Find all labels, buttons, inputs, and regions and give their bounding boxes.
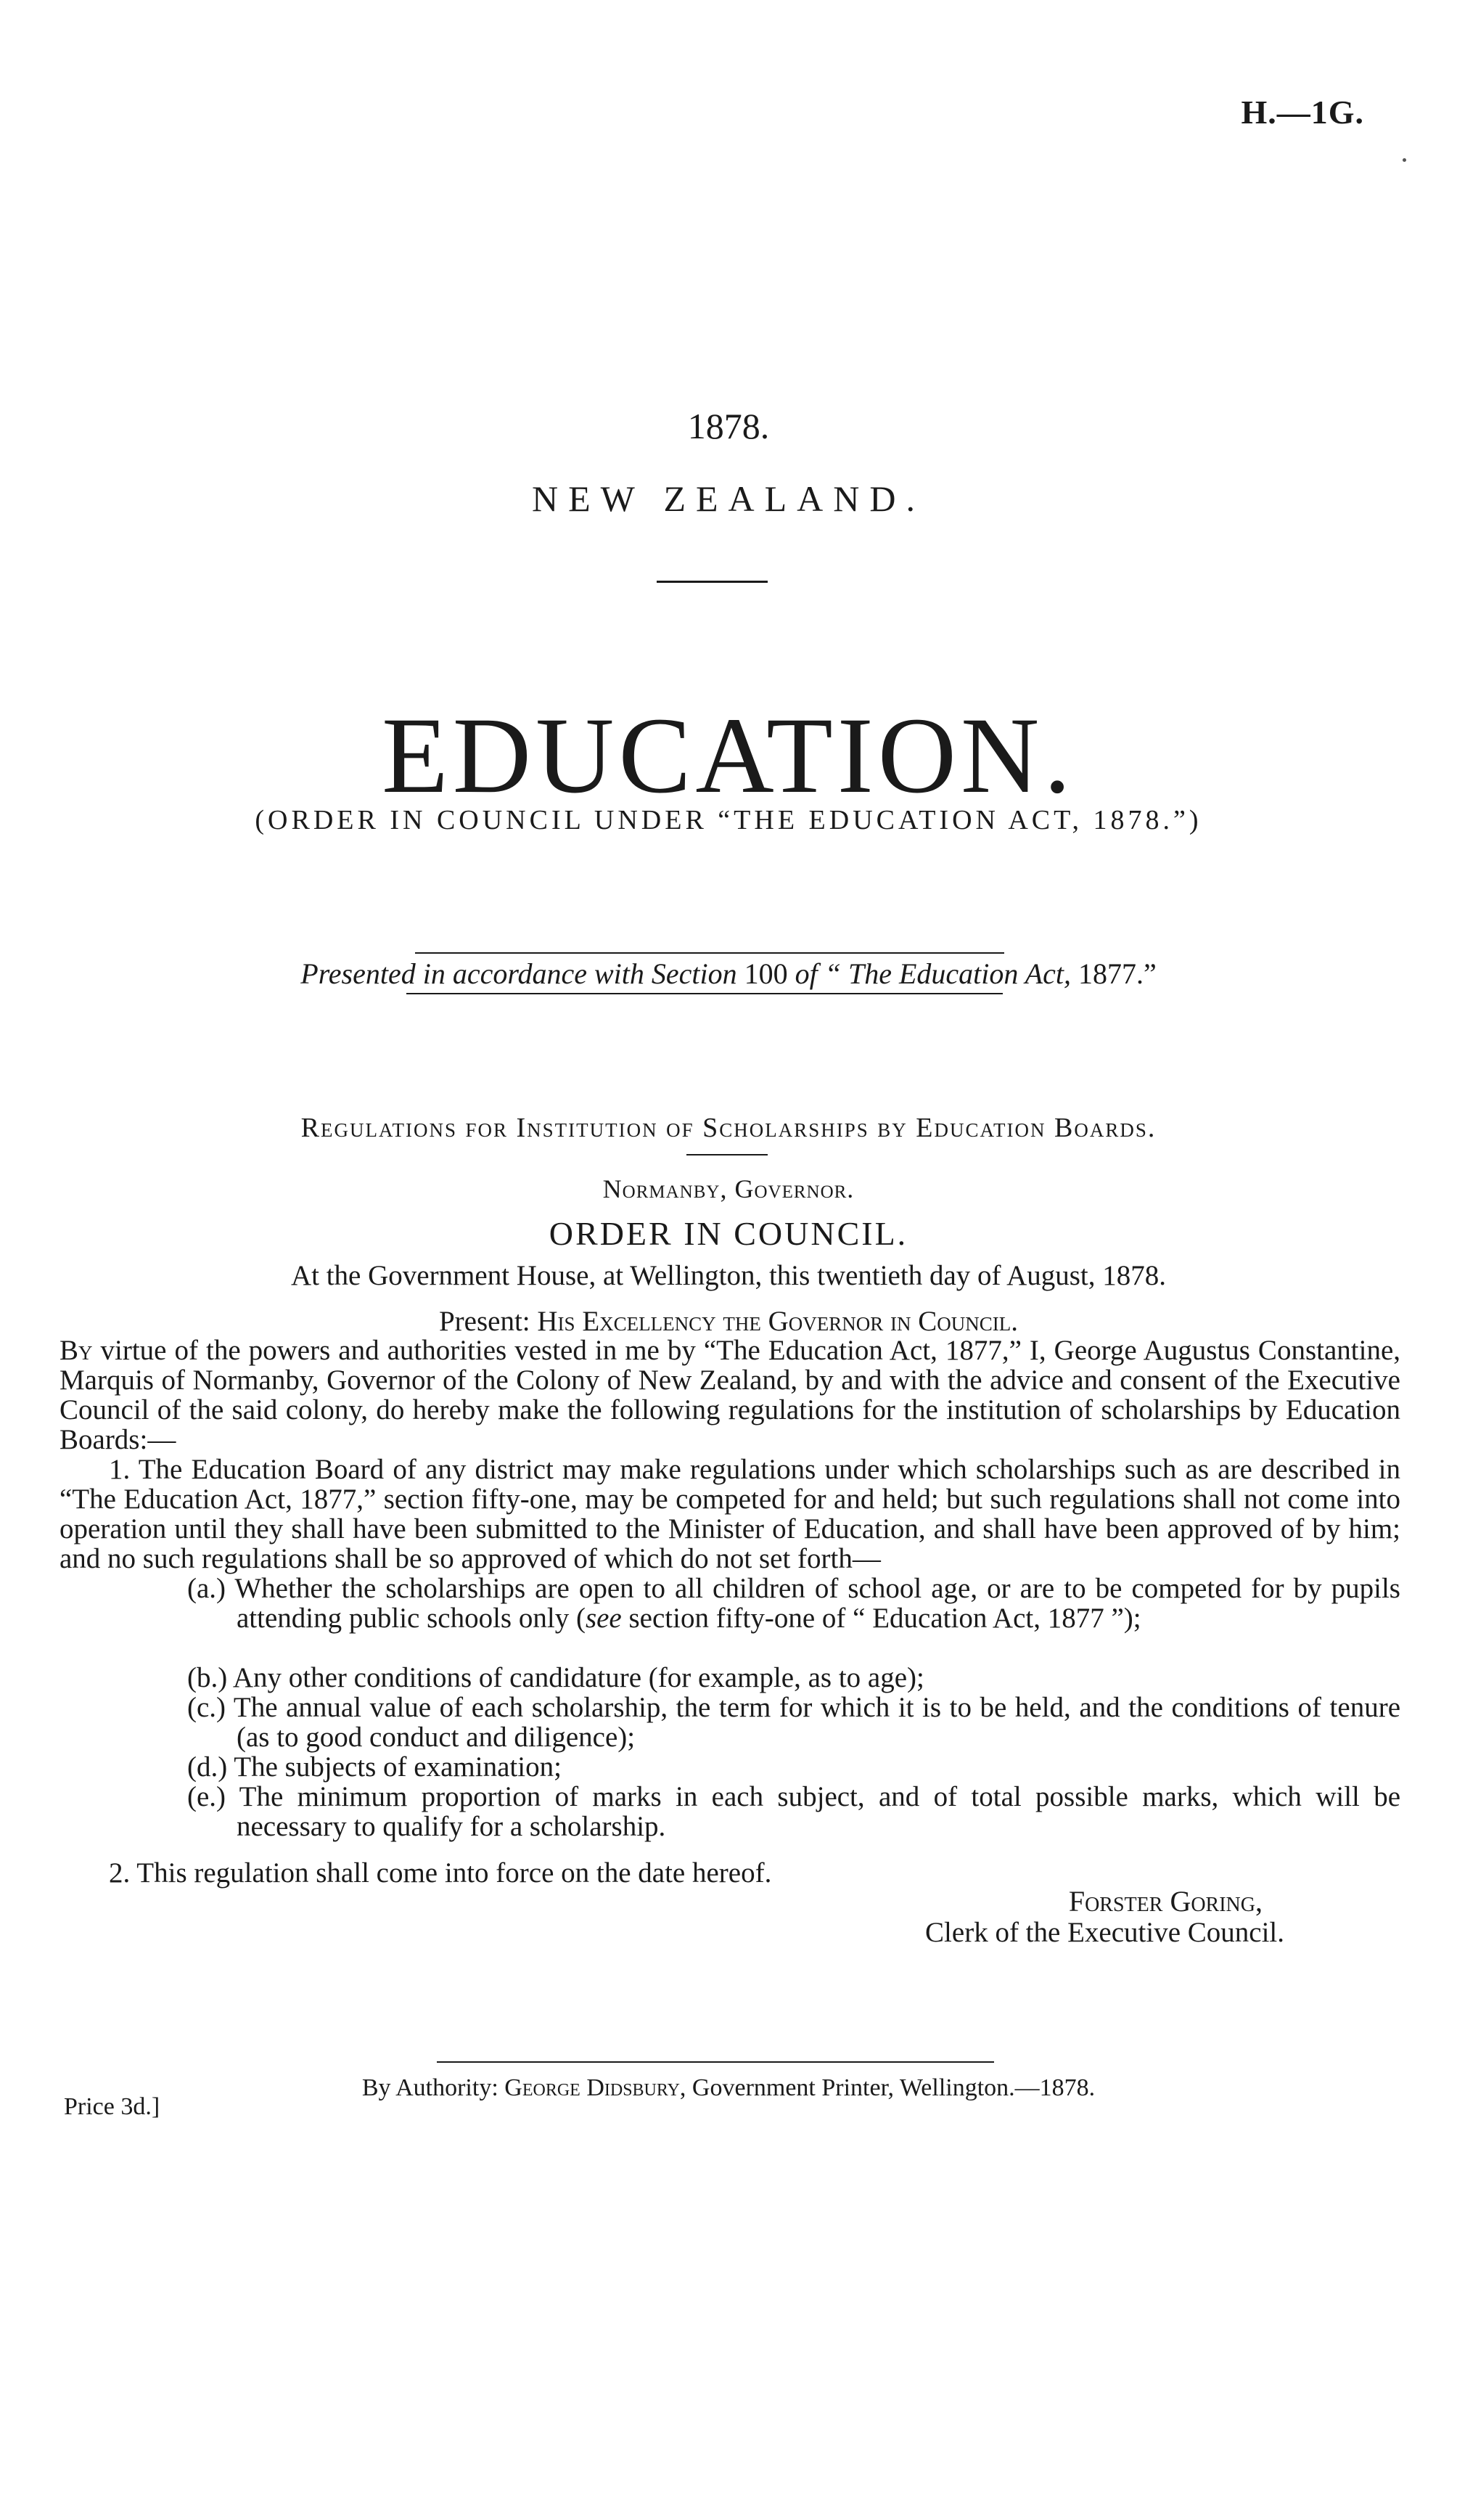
item-text: The subjects of examination; (234, 1751, 562, 1783)
item-label: (b.) (187, 1662, 228, 1693)
presented-top-rule (415, 952, 1004, 954)
item-label: (c.) (187, 1692, 226, 1723)
list-item-c (187, 1693, 1400, 1752)
item-text: The minimum proportion of marks in each subject, and of total possible marks, which will be necessary to qualify for a scholarship. (237, 1781, 1400, 1842)
document-title: EDUCATION. (382, 695, 1075, 816)
country-heading: NEW ZEALAND. (532, 478, 925, 519)
item-label: (e.) (187, 1781, 226, 1812)
printer-line (0, 2074, 1457, 2102)
scan-mark (1403, 158, 1406, 162)
printer-rest: Government Printer, Wellington.—1878. (691, 2074, 1096, 2101)
authority-label: By Authority: (361, 2074, 498, 2101)
year: 1878. (687, 406, 770, 446)
item-text: The annual value of each scholarship, the term for which it is to be held, and the conditions of tenure (as to good conduct and diligence); (233, 1692, 1401, 1753)
regulations-heading: Regulations for Institution of Scholarships by Education Boards. (300, 1113, 1157, 1143)
heading-rule (686, 1154, 768, 1155)
list-item-b (187, 1663, 1400, 1693)
document-subtitle: (ORDER IN COUNCIL UNDER “THE EDUCATION ACT, 1878.”) (255, 805, 1202, 835)
list-item-d (187, 1752, 1400, 1782)
presented-line (0, 957, 1457, 991)
divider-rule (657, 581, 768, 583)
place-and-date: At the Government House, at Wellington, this twentieth day of August, 1878. (290, 1260, 1167, 1291)
footer-rule (437, 2061, 994, 2063)
order-in-council-title: ORDER IN COUNCIL. (549, 1215, 908, 1252)
item-text-post: section fifty-one of “ Education Act, 1877 ”); (621, 1603, 1141, 1634)
page-reference: H.—1G. (1241, 94, 1364, 131)
present-text: His Excellency the Governor in Council. (537, 1306, 1019, 1337)
presented-pre: Presented in accordance with Section (300, 957, 737, 990)
paragraph-2: 2. This regulation shall come into force on the date hereof. (109, 1857, 772, 1889)
item-text: Any other conditions of candidature (for example, as to age); (232, 1662, 924, 1693)
presented-section: 100 (744, 957, 788, 990)
item-label: (d.) (187, 1751, 228, 1783)
printer-name: George Didsbury, (504, 2074, 686, 2101)
intro-paragraph (59, 1335, 1400, 1455)
governor-line: Normanby, Governor. (602, 1174, 855, 1203)
intro-first-word: By (59, 1335, 93, 1366)
price: Price 3d.] (64, 2093, 160, 2120)
item-text-pre: Whether the scholarships are open to all children of school age, or are to be competed for by pupils attending public schools only ( (234, 1573, 1400, 1634)
presented-year: 1877.” (1078, 957, 1157, 990)
signer-name: Forster Goring, (1068, 1885, 1263, 1918)
list-item-e (187, 1782, 1400, 1841)
presented-bottom-rule (406, 993, 1003, 994)
present-label: Present: (438, 1306, 530, 1337)
present-line (0, 1305, 1457, 1338)
signer-title: Clerk of the Executive Council. (925, 1917, 1284, 1948)
list-item-a (187, 1574, 1400, 1633)
presented-post: of “ The Education Act, (795, 957, 1071, 990)
paragraph-1: 1. The Education Board of any district may make regulations under which scholarships such as are described in “The Education Act, 1877,” section fifty-one, may be competed for and held; but such regulations shall not come into operation until they shall have been submitted to the Minister of Education, and shall have been approved of by him; and no such regulations shall be so approved of which do not set forth— (59, 1454, 1400, 1574)
intro-text: virtue of the powers and authorities vested in me by “The Education Act, 1877,” I, George Augustus Constantine, Marquis of Normanby, Governor of the Colony of New Zealand, by and with the advice and consent of the Executive Council of the said colony, do hereby make the following regulations for the institution of scholarships by Education Boards:— (59, 1335, 1400, 1455)
item-label: (a.) (187, 1573, 226, 1604)
item-see: see (585, 1603, 622, 1634)
